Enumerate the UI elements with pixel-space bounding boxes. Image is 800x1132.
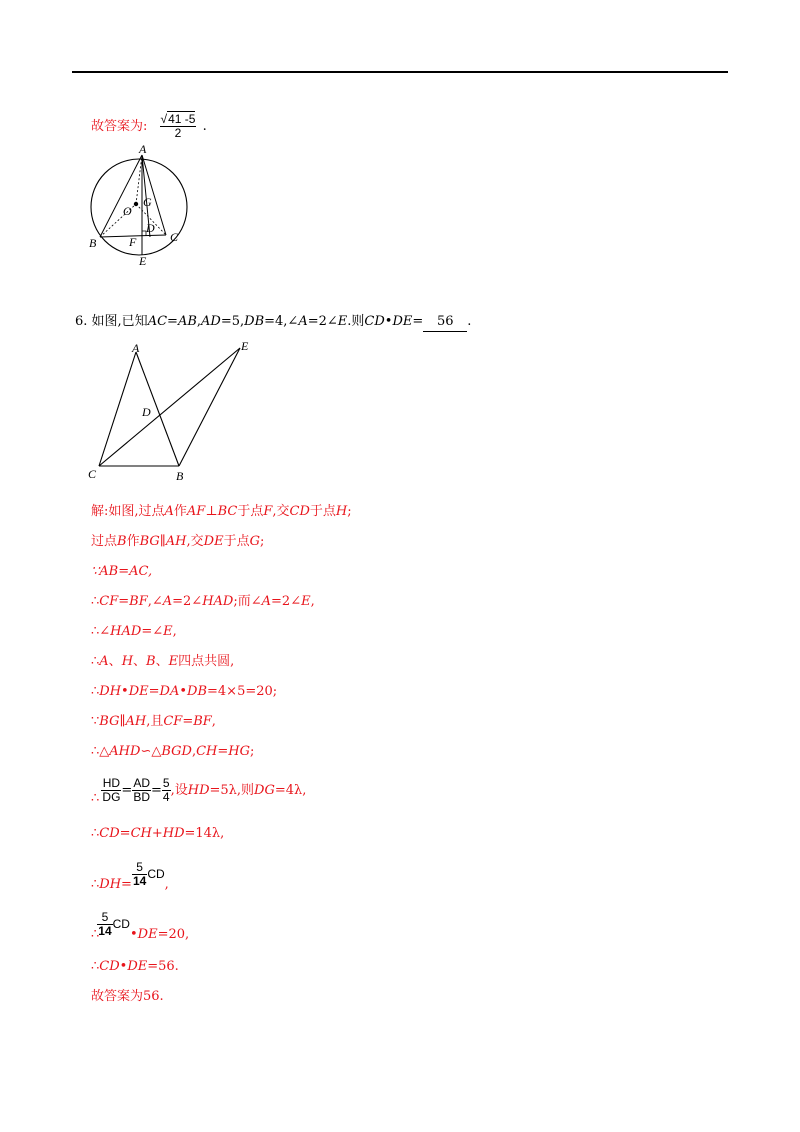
segment-ab xyxy=(100,155,142,237)
numerator: 5 xyxy=(132,861,147,875)
math: H xyxy=(335,504,348,519)
text: 解:如图,过点 xyxy=(91,504,165,519)
math: DA xyxy=(159,684,180,699)
text: = xyxy=(148,684,160,699)
math: BG xyxy=(139,534,160,549)
text: • xyxy=(129,927,138,942)
solution-line-15 xyxy=(91,988,164,1006)
math-db: DB xyxy=(244,314,265,329)
text: ∴ xyxy=(91,594,100,609)
math: BC xyxy=(217,504,238,519)
text: ; xyxy=(347,504,352,519)
label-d2: D xyxy=(142,405,151,419)
text: 于点 xyxy=(309,504,336,519)
text: , xyxy=(164,877,169,892)
label-e: E xyxy=(139,254,147,265)
text: 作 xyxy=(126,534,140,549)
circle-figure xyxy=(86,143,196,265)
math: H xyxy=(121,654,134,669)
math: DB xyxy=(187,684,208,699)
denominator: 14 xyxy=(132,874,147,888)
solution-line-10 xyxy=(91,774,306,816)
math: HAD xyxy=(202,594,234,609)
prev-answer-line xyxy=(91,113,207,140)
math: G xyxy=(249,534,260,549)
answer-blank: 56 xyxy=(423,313,467,332)
math-cd: CD xyxy=(112,917,130,931)
prev-answer-prefix: 故答案为: xyxy=(91,119,148,134)
text: 作 xyxy=(173,504,187,519)
label-c: C xyxy=(170,230,179,244)
math: E xyxy=(163,624,173,639)
text: • xyxy=(121,684,129,699)
label-a2: A xyxy=(132,341,140,355)
numerator: AD xyxy=(133,776,150,790)
denominator: DG xyxy=(102,790,121,804)
text: , xyxy=(211,714,216,729)
math: E xyxy=(301,594,311,609)
math: AH xyxy=(165,534,187,549)
text: = xyxy=(119,826,131,841)
text: ,交 xyxy=(186,534,204,549)
math: HD xyxy=(187,783,210,798)
math: CF=BF xyxy=(163,714,212,729)
math-eq: =5, xyxy=(220,314,245,329)
text: =14λ, xyxy=(184,826,225,841)
text: ∴∠ xyxy=(91,624,111,639)
math: DE xyxy=(127,959,148,974)
solution-line-8 xyxy=(91,713,216,731)
solution-line-2 xyxy=(91,533,264,551)
segment-oa xyxy=(136,155,142,204)
solution-line-1 xyxy=(91,503,352,521)
text: ,且 xyxy=(146,714,164,729)
label-b2: B xyxy=(176,469,184,483)
math: B xyxy=(117,534,127,549)
math: HAD xyxy=(110,624,142,639)
label-g: G xyxy=(143,195,152,209)
math: CD xyxy=(99,826,120,841)
text: ,∠ xyxy=(147,594,163,609)
text: =2∠ xyxy=(271,594,302,609)
text: ∴ xyxy=(91,791,100,806)
math: E xyxy=(168,654,179,669)
math: CF=BF xyxy=(99,594,148,609)
math-eq: = xyxy=(121,783,133,798)
text: ,交 xyxy=(272,504,290,519)
text: ,设 xyxy=(170,783,188,798)
solution-line-5 xyxy=(91,623,177,641)
math: A xyxy=(261,594,272,609)
problem-text: .则 xyxy=(347,314,365,329)
fraction-5-14 xyxy=(97,911,112,938)
text: 于点 xyxy=(237,504,264,519)
segment-be xyxy=(179,348,240,466)
math-eq: = xyxy=(167,314,178,329)
text: 过点 xyxy=(91,534,118,549)
point-o xyxy=(134,202,138,206)
prev-answer-numerator: √41 -5 xyxy=(160,112,196,126)
prev-answer-fraction xyxy=(160,113,197,140)
text: ⊥ xyxy=(205,504,218,519)
fraction-5-4 xyxy=(162,777,171,804)
text: ; xyxy=(260,534,265,549)
text: ∵ xyxy=(91,714,100,729)
text: ∴△ xyxy=(91,744,110,759)
denominator: 4 xyxy=(162,790,170,804)
math: ∵AB=AC, xyxy=(91,564,153,579)
text: • xyxy=(179,684,188,699)
label-o: O xyxy=(123,204,132,218)
text: =56. xyxy=(147,959,179,974)
math: DE xyxy=(203,534,224,549)
math: DE xyxy=(137,927,158,942)
text: ∴ xyxy=(91,826,100,841)
solution-line-6 xyxy=(91,653,234,671)
segment-ca xyxy=(99,352,136,466)
text: 、 xyxy=(108,654,122,669)
text: ∥ xyxy=(119,714,126,729)
text: ;而∠ xyxy=(233,594,262,609)
math-e: E xyxy=(337,314,348,329)
label-e2: E xyxy=(241,339,249,353)
fraction-ad-bd xyxy=(132,777,151,804)
solution-line-14 xyxy=(91,958,179,976)
math: AHD xyxy=(109,744,141,759)
text: =2∠ xyxy=(172,594,203,609)
segment-ce xyxy=(99,348,240,466)
denominator: 14 xyxy=(98,924,112,938)
math: DE xyxy=(128,684,149,699)
text: =4×5=20; xyxy=(207,684,278,699)
solution-line-3 xyxy=(91,563,152,581)
problem-text: 如图,已知 xyxy=(91,314,148,329)
text: , xyxy=(172,624,177,639)
math-eq: =2∠ xyxy=(307,314,338,329)
numerator: HD xyxy=(102,776,121,790)
math: B xyxy=(146,654,156,669)
solution-line-7 xyxy=(91,683,277,701)
numerator: 5 xyxy=(97,911,112,925)
text: ∴ xyxy=(91,927,100,942)
math: CH+HD xyxy=(130,826,185,841)
text: 四点共圆, xyxy=(178,654,235,669)
math: BGD xyxy=(161,744,192,759)
math: CD xyxy=(289,504,310,519)
text: ∥ xyxy=(159,534,166,549)
math: DH xyxy=(99,684,122,699)
text: 、 xyxy=(133,654,147,669)
text: = xyxy=(121,877,132,892)
text: =4λ, xyxy=(274,783,307,798)
math-ac: AC xyxy=(147,314,168,329)
text: ∴ xyxy=(91,959,100,974)
math-de: DE xyxy=(392,314,413,329)
header-rule xyxy=(72,71,728,73)
math: A xyxy=(162,594,173,609)
text: ∴ xyxy=(91,684,100,699)
label-d: D xyxy=(146,221,155,235)
math: DG xyxy=(254,783,275,798)
solution-line-11 xyxy=(91,825,224,843)
math-ad: AD xyxy=(201,314,221,329)
math-eq: =4,∠ xyxy=(264,314,299,329)
label-f: F xyxy=(129,235,137,249)
prev-answer-denominator: 2 xyxy=(174,126,182,140)
text: 、 xyxy=(155,654,169,669)
label-b: B xyxy=(89,236,97,250)
text: , xyxy=(310,594,315,609)
text: ∽△ xyxy=(140,744,162,759)
math-cd: CD xyxy=(364,314,385,329)
solution-line-9 xyxy=(91,743,254,761)
math-dot: • xyxy=(384,314,393,329)
text: =20, xyxy=(157,927,190,942)
label-c2: C xyxy=(88,467,97,481)
math: BG xyxy=(99,714,120,729)
math: AH xyxy=(125,714,147,729)
label-a: A xyxy=(139,143,147,156)
triangle-figure xyxy=(86,338,256,484)
solution-line-4 xyxy=(91,593,315,611)
math-ab: AB xyxy=(177,314,197,329)
math-eq: = xyxy=(151,783,162,798)
prev-answer-suffix: . xyxy=(202,119,207,134)
text: ∴ xyxy=(91,877,100,892)
text: 于点 xyxy=(223,534,250,549)
numerator: 5 xyxy=(162,776,170,790)
denominator: BD xyxy=(133,790,150,804)
math: A xyxy=(164,504,174,519)
math: CH=HG xyxy=(196,744,250,759)
math-cd: CD xyxy=(147,867,165,881)
text: =5λ,则 xyxy=(209,783,255,798)
problem-6-statement xyxy=(75,313,471,332)
final-answer: 故答案为56. xyxy=(91,989,164,1004)
text: • xyxy=(119,959,128,974)
math: AF xyxy=(186,504,206,519)
solution-line-12 xyxy=(91,856,169,903)
text: , xyxy=(191,744,197,759)
text: =∠ xyxy=(141,624,164,639)
problem-end: . xyxy=(467,314,472,329)
solution-line-13 xyxy=(91,906,189,953)
text: ; xyxy=(249,744,255,759)
math-sep: , xyxy=(196,314,202,329)
math: A xyxy=(99,654,109,669)
math: DH xyxy=(99,877,122,892)
math-a: A xyxy=(298,314,308,329)
fraction-5-14 xyxy=(132,861,147,888)
math-eq: = xyxy=(412,314,424,329)
problem-number: 6. xyxy=(75,314,88,329)
math: F xyxy=(263,504,273,519)
text: ∴ xyxy=(91,654,100,669)
fraction-hd-dg xyxy=(101,777,121,804)
math: CD xyxy=(99,959,120,974)
